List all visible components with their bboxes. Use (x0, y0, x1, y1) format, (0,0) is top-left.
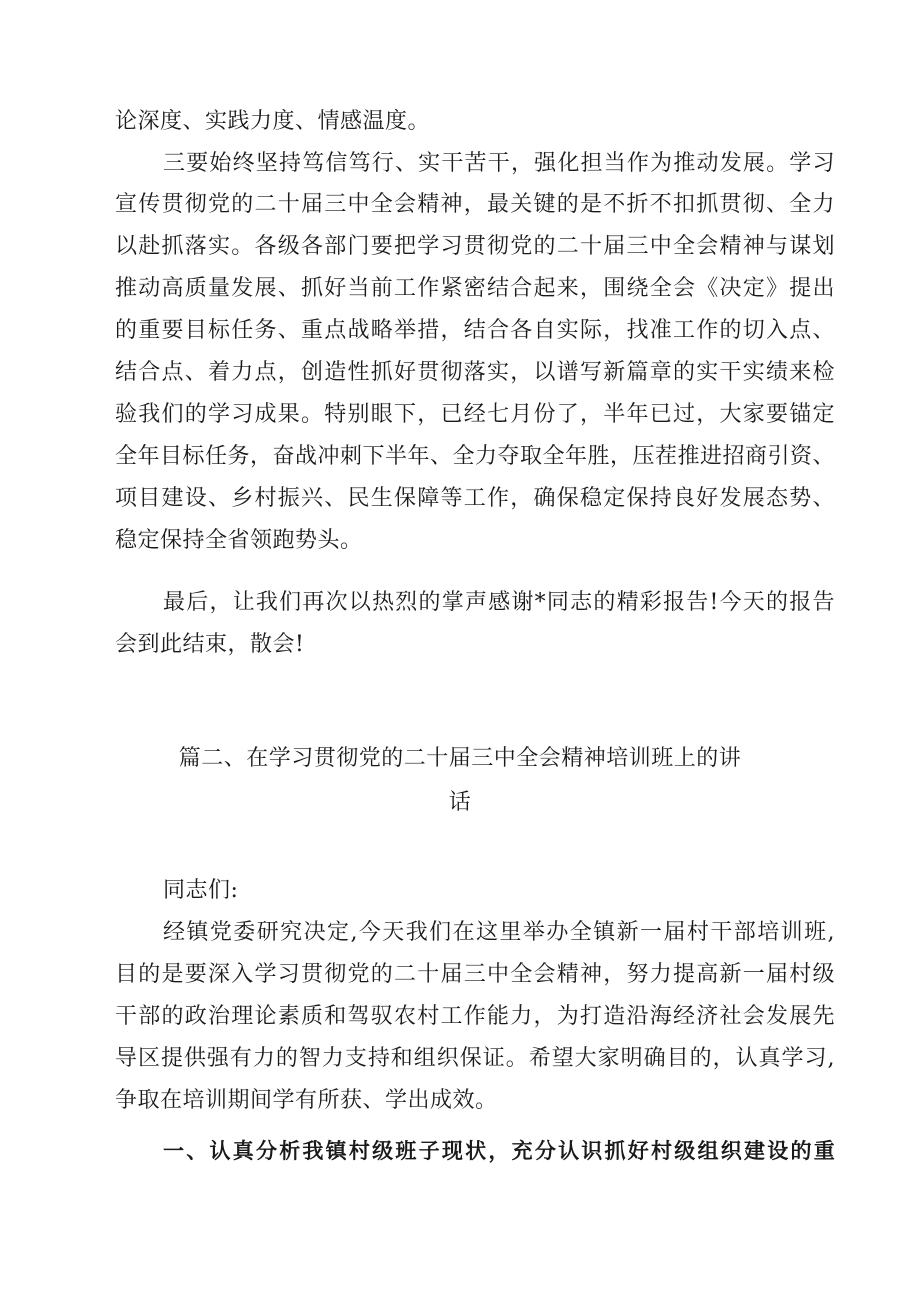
body-line: 三要始终坚持笃信笃行、实干苦干，强化担当作为推动发展。学习 (163, 151, 835, 176)
intro-line: 争取在培训期间学有所获、学出成效。 (115, 1088, 498, 1113)
body-line: 结合点、着力点，创造性抓好贯彻落实，以谱写新篇章的实干实绩来检 (115, 360, 835, 385)
body-line: 稳定保持全省领跑势头。 (115, 528, 363, 553)
section-title: 篇二、在学习贯彻党的二十届三中全会精神培训班上的讲 (178, 746, 742, 771)
body-line: 验我们的学习成果。特别眼下，已经七月份了，半年已过，大家要锚定 (115, 402, 835, 427)
greeting: 同志们: (163, 878, 239, 903)
body-line: 推动高质量发展、抓好当前工作紧密结合起来，围绕全会《决定》提出 (115, 276, 835, 301)
intro-line: 干部的政治理论素质和驾驭农村工作能力，为打造沿海经济社会发展先 (115, 1004, 835, 1029)
intro-line: 目的是要深入学习贯彻党的二十届三中全会精神，努力提高新一届村级 (115, 962, 835, 987)
closing-line: 最后，让我们再次以热烈的掌声感谢*同志的精彩报告!今天的报告 (163, 590, 835, 615)
section-title-continued: 话 (448, 790, 472, 815)
body-line: 的重要目标任务、重点战略举措，结合各自实际，找准工作的切入点、 (115, 318, 835, 343)
body-line: 全年目标任务，奋战冲刺下半年、全力夺取全年胜，压茬推进招商引资、 (115, 444, 836, 469)
closing-line: 会到此结束，散会! (115, 632, 305, 657)
intro-line: 经镇党委研究决定,今天我们在这里举办全镇新一届村干部培训班, (163, 920, 835, 945)
intro-line: 导区提供强有力的智力支持和组织保证。希望大家明确目的，认真学习, (115, 1046, 835, 1071)
body-line: 以赴抓落实。各级各部门要把学习贯彻党的二十届三中全会精神与谋划 (115, 234, 835, 259)
body-line: 论深度、实践力度、情感温度。 (115, 109, 431, 134)
subheading: 一、认真分析我镇村级班子现状，充分认识抓好村级组织建设的重 (163, 1139, 835, 1163)
body-line: 项目建设、乡村振兴、民生保障等工作，确保稳定保持良好发展态势、 (115, 486, 835, 511)
body-line: 宣传贯彻党的二十届三中全会精神，最关键的是不折不扣抓贯彻、全力 (115, 192, 835, 217)
